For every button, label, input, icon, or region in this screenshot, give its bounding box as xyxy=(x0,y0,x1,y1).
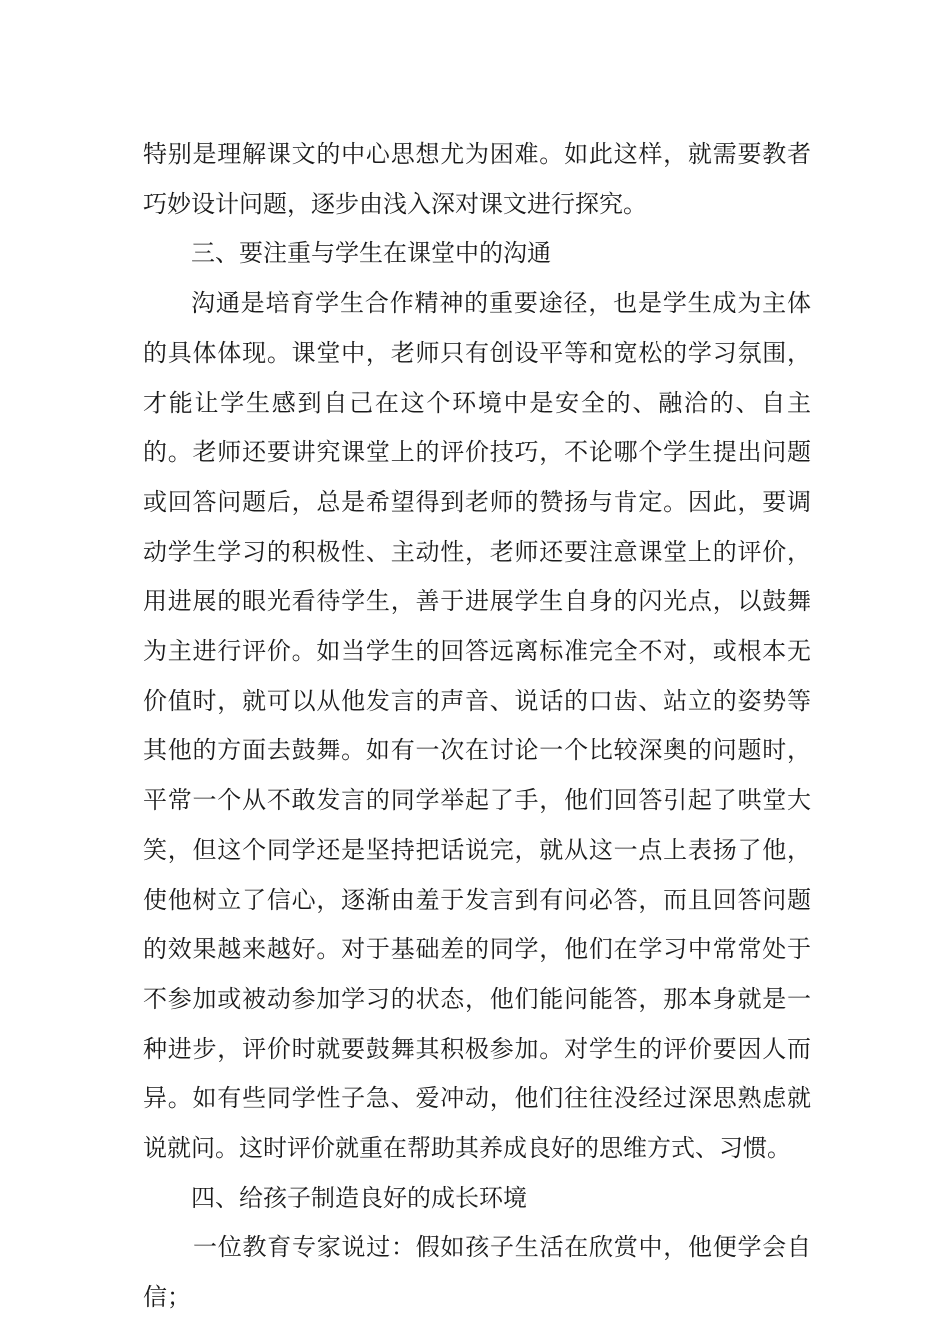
paragraph-environment: 一位教育专家说过：假如孩子生活在欣赏中，他便学会自信； xyxy=(143,1233,811,1312)
section-heading-3: 三、要注重与学生在课堂中的沟通 xyxy=(191,239,551,268)
section-heading-4: 四、给孩子制造良好的成长环境 xyxy=(191,1183,527,1212)
document-body xyxy=(143,130,811,1323)
paragraph-continuation: 特别是理解课文的中心思想尤为困难。如此这样，就需要教者巧妙设计问题，逐步由浅入深对课文进行探究。 xyxy=(143,140,811,218)
paragraph-communication: 沟通是培育学生合作精神的重要途径，也是学生成为主体的具体体现。课堂中，老师只有创设平等和宽松的学习氛围，才能让学生感到自己在这个环境中是安全的、融洽的、自主的。老师还要讲究课堂上的评价技巧，不论哪个学生提出问题或回答问题后，总是希望得到老师的赞扬与肯定。因此，要调动学生学习的积极性、主动性，老师还要注意课堂上的评价，用进展的眼光看待学生，善于进展学生自身的闪光点，以鼓舞为主进行评价。如当学生的回答远离标准完全不对，或根本无价值时，就可以从他发言的声音、说话的口齿、站立的姿势等其他的方面去鼓舞。如有一次在讨论一个比较深奥的问题时，平常一个从不敢发言的同学举起了手，他们回答引起了哄堂大笑，但这个同学还是坚持把话说完，就从这一点上表扬了他，使他树立了信心，逐渐由羞于发言到有问必答，而且回答问题的效果越来越好。对于基础差的同学，他们在学习中常常处于不参加或被动参加学习的状态，他们能问能答，那本身就是一种进步，评价时就要鼓舞其积极参加。对学生的评价要因人而异。如有些同学性子急、爱冲动，他们往往没经过深思熟虑就说就问。这时评价就重在帮助其养成良好的思维方式、习惯。 xyxy=(143,289,811,1163)
